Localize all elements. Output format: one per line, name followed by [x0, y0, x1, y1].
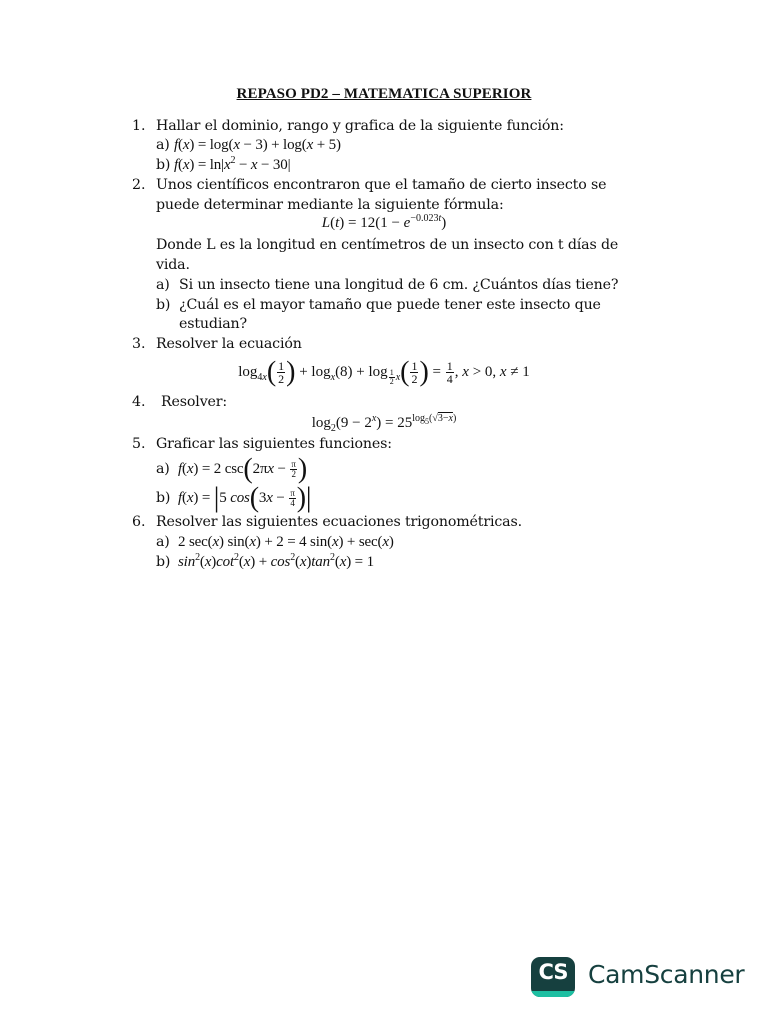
q2-a-text: Si un insecto tiene una longitud de 6 cm. ¿Cuántos días tiene? [179, 277, 619, 293]
q5-number: 5. [132, 436, 146, 452]
q3-text: Resolver la ecuación [156, 336, 302, 352]
q3-equation: $\log_{4x}$( $\frac{1}{2}$ ) + $\log_x(8) + \log$ $_{\frac{1}{2} x}$( $\frac{1}{2}$ ) = $\frac{1}{4}$ , x > 0, x ≠ 1 [238, 356, 530, 388]
q1-number: 1. [132, 118, 146, 134]
q2-a-label: a) [156, 277, 170, 293]
logo-stripe [531, 991, 575, 997]
q2-line-1: Unos científicos encontraron que el tamaño de cierto insecto se [156, 177, 607, 193]
q6-a-expression: 2 sec(x) sin(x) + 2 = 4 sin(x) + sec(x) [178, 534, 394, 550]
q1-b-expression: $f(x) = \ln|x^2 - x - 30|$ [174, 155, 291, 173]
q4-number: 4. [132, 394, 146, 410]
q5-a-expression: f(x) = 2 csc(2πx − $\frac{\pi}{2}$ ) [178, 453, 308, 485]
q6-b-expression: $\sin^2(x)\cot^2(x) + \cos^2(x)\tan^2(x) = 1$ [178, 552, 374, 570]
q4-equation: $\log_2(9 - 2^x) = 25^{log_5(√3-x)}$ [311, 413, 457, 434]
page-title: REPASO PD2 – MATEMATICA SUPERIOR [236, 86, 532, 102]
q1-a-label: a) [156, 137, 170, 153]
q2-b-label: b) [156, 297, 171, 313]
q1-text: Hallar el dominio, rango y grafica de la siguiente función: [156, 118, 564, 134]
q5-b-label: b) [156, 490, 171, 506]
q6-text: Resolver las siguientes ecuaciones trigonométricas. [156, 514, 522, 530]
q2-number: 2. [132, 177, 146, 193]
q1-a-expression: f(x) = log(x − 3) + log(x + 5) [174, 137, 341, 153]
q2-line-4: vida. [156, 257, 190, 273]
q6-b-label: b) [156, 554, 171, 570]
camscanner-logo [531, 957, 575, 997]
q6-number: 6. [132, 514, 146, 530]
q2-formula: $L(t) = 12(1 - e^{-0.023t})$ [321, 213, 447, 231]
camscanner-brand: CamScanner [588, 960, 745, 989]
camscanner-logo-text: CS [538, 960, 568, 984]
q5-text: Graficar las siguientes funciones: [156, 436, 392, 452]
q2-line-2: puede determinar mediante la siguiente fórmula: [156, 197, 504, 213]
q2-b-text-1: ¿Cuál es el mayor tamaño que puede tener este insecto que [179, 297, 601, 313]
q5-b-expression: f(x) = |5 cos(3x − $\frac{\pi}{4}$ )| [178, 482, 312, 514]
q2-line-3: Donde L es la longitud en centímetros de un insecto con t días de [156, 237, 619, 253]
q6-a-label: a) [156, 534, 170, 550]
q5-a-label: a) [156, 461, 170, 477]
q4-text: Resolver: [161, 394, 228, 410]
q2-b-text-2: estudian? [179, 316, 247, 332]
q1-b-label: b) [156, 157, 171, 173]
q3-number: 3. [132, 336, 146, 352]
